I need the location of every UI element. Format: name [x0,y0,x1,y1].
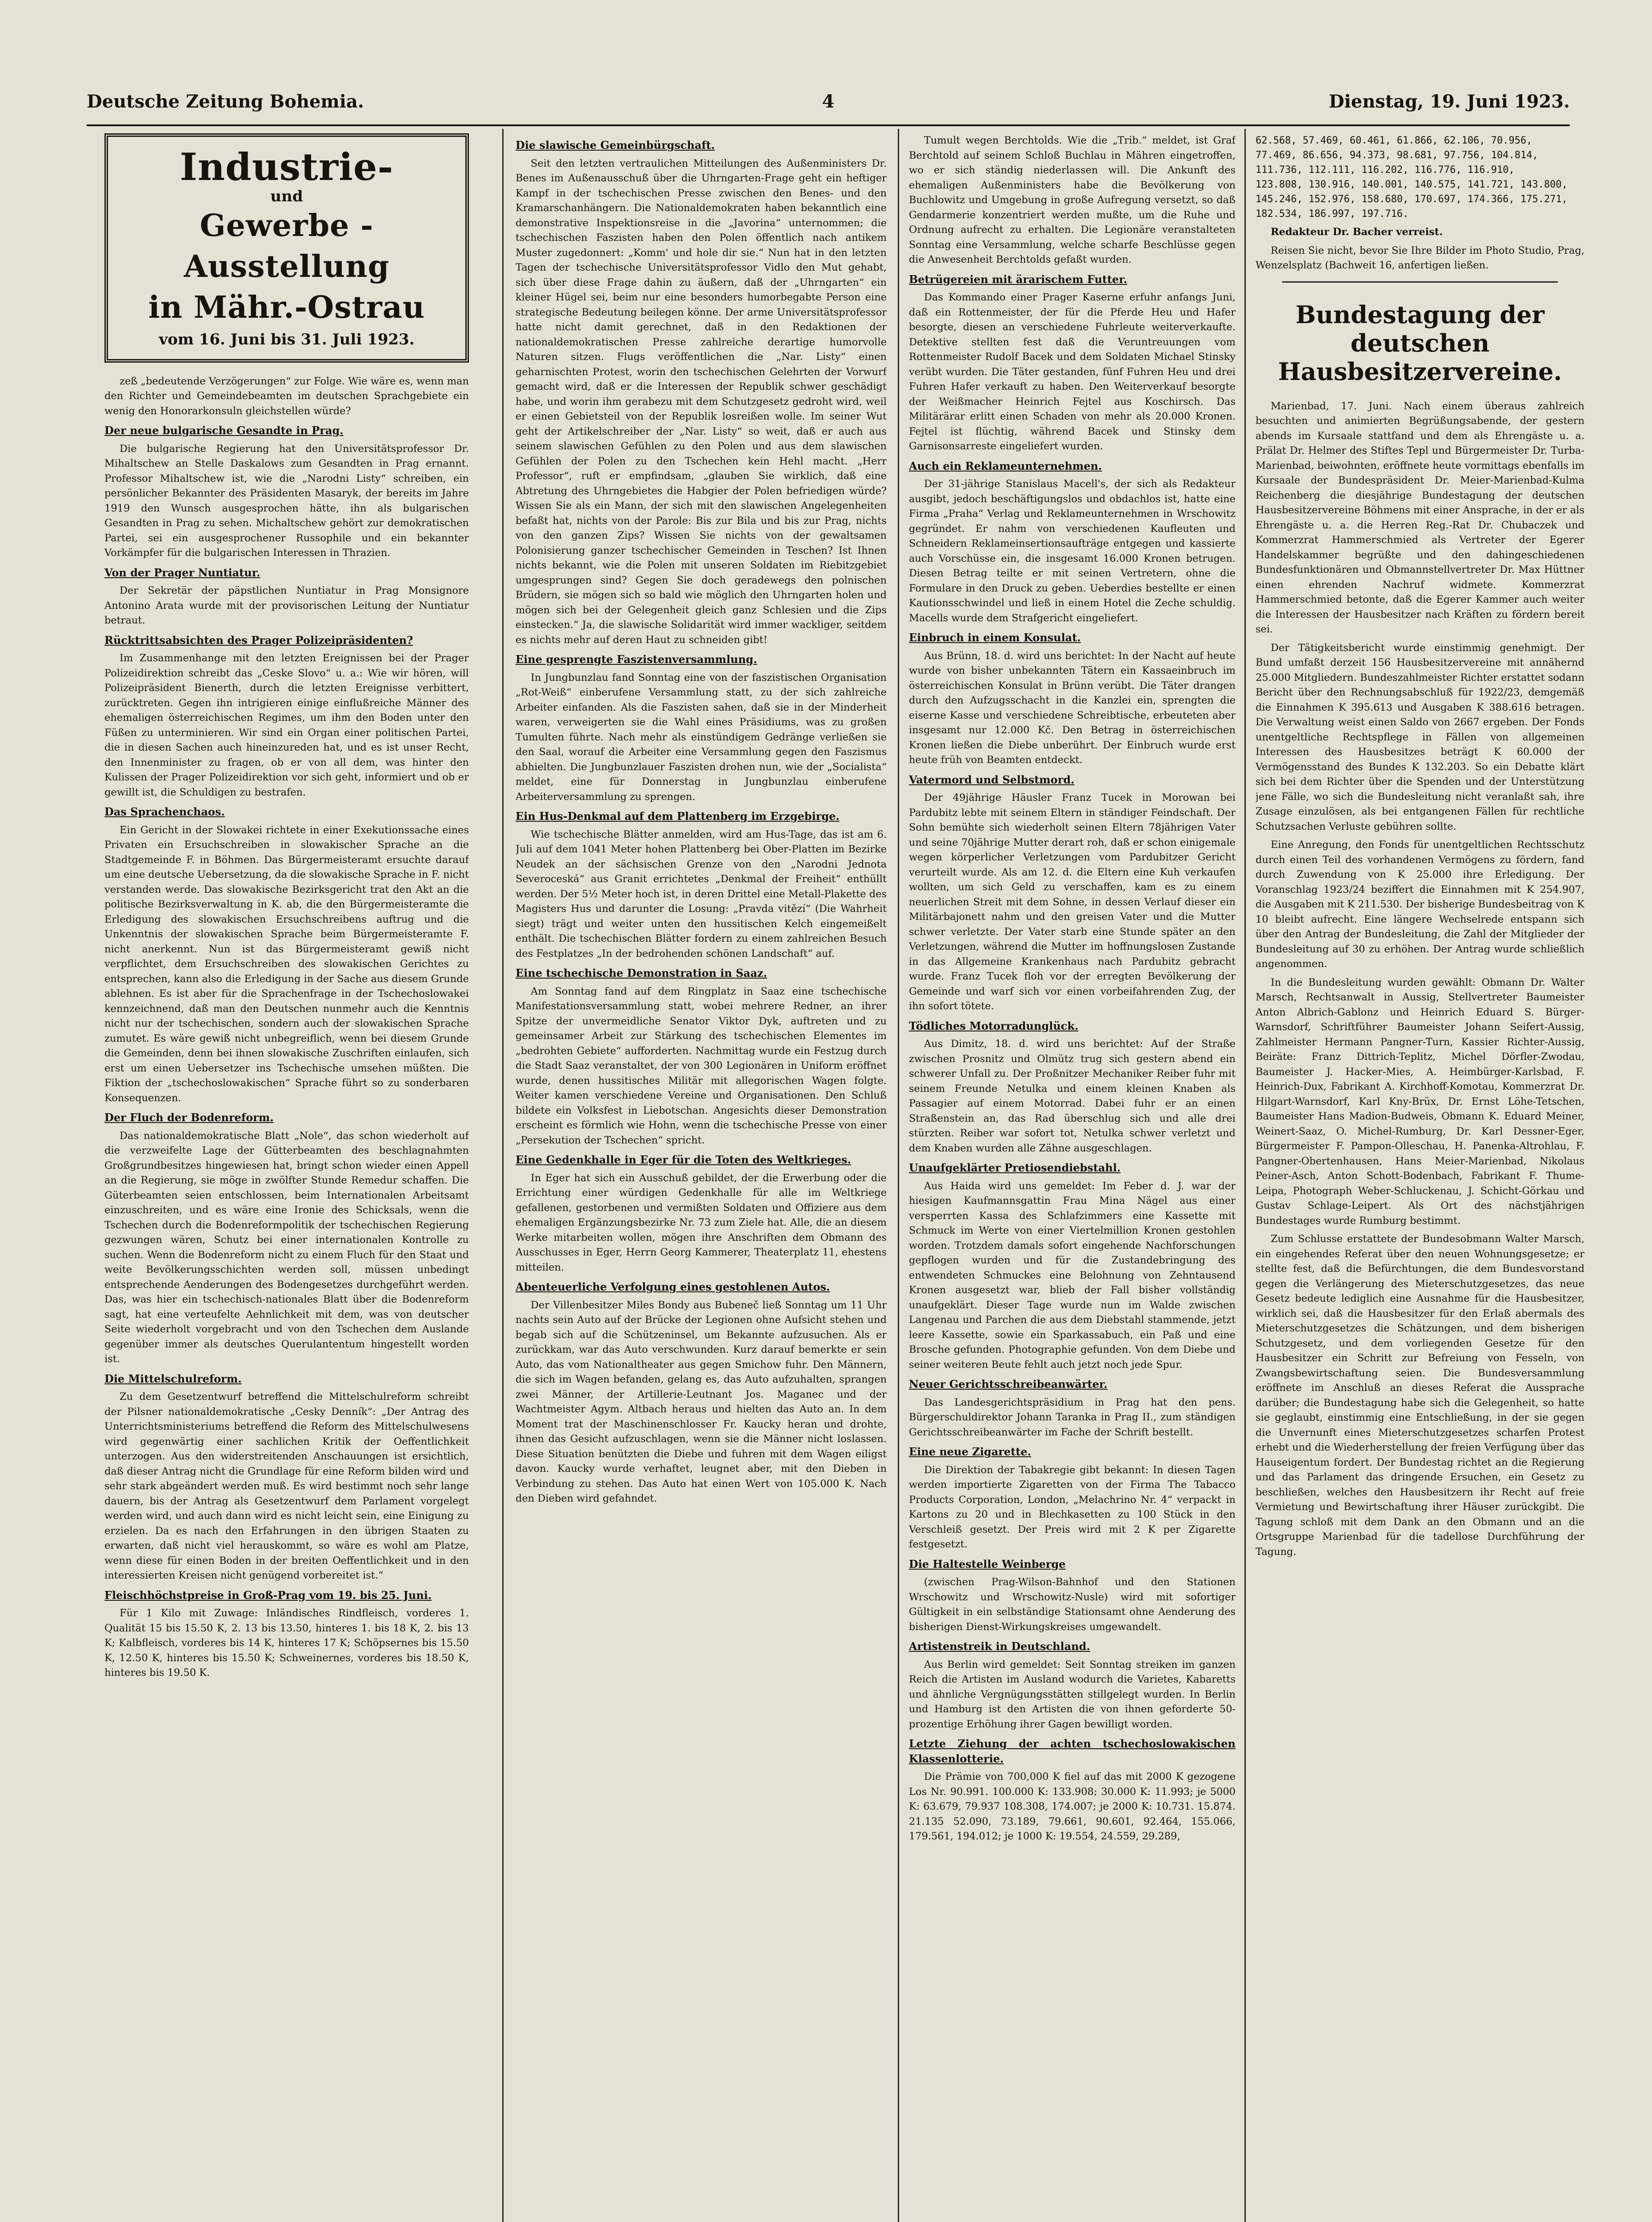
article-heading: Eine Gedenkhalle in Eger für die Toten des Weltkrieges. [516,1153,852,1166]
article-heading: Rücktrittsabsichten des Prager Polizeipräsidenten? [104,633,413,647]
article-heading: Eine gesprengte Faszistenversammlung. [516,653,757,666]
article-heading: Die Mittelschulreform. [104,1372,242,1385]
lottery-numbers: 62.568, 57.469, 60.461, 61.866, 62.106, 70.956, 77.469, 86.656, 94.373, 98.681, 97.756, 104.814, 111.736, 112.111, 116.202, 116.776, 116.910, 123.808, 130.916, 140.001, 140.575, 141.721, 143.800, 145.246, 152.976, 158.680, 170.697, 174.366, 175.271, 182.534, 186.997, 197.716. [1256,135,1568,220]
article-heading: Das Sprachenchaos. [104,805,225,818]
article-title [1256,300,1584,386]
article-text: Der Villenbesitzer Miles Bondy aus Bubeneč ließ Sonntag um 11 Uhr nachts sein Auto auf der Brücke der Legionen ohne Aufsicht stehen und begab sich auf die Schützeninsel, um Bekannte aufzusuchen. Als er zurückkam, war das Auto verschwunden. Kurz darauf bemerkte er sein Auto, das vom Nationaltheater aus gegen Smichow fuhr. Den Männern, die sich im Wagen befanden, gelang es, das Auto aufzuhalten, sprangen zwei Männer, der Artillerie-Leutnant Jos. Maganec und der Wachtmeister Agym. Altbach heraus und hielten das Auto an. In dem Moment trat der Maschinenschlosser Fr. Kaucky heran und drohte, ihnen das Gesicht aufzuschlagen, wenn sie die Männer nicht loslassen. Diese Situation benützten die Diebe und fuhren mit dem Wagen eiligst davon. Kaucky wurde verhaftet, leugnet aber, mit den Dieben in Verbindung zu stehen. Das Auto hat einen Wert von 105.000 K. Nach den Dieben wird gefahndet. [516,1299,887,1504]
article-heading: Die slawische Gemeinbürgschaft. [516,139,715,152]
article-heading: Betrügereien mit ärarischem Futter. [909,272,1128,286]
column-4 [1256,133,1584,2222]
article-text: Das Landesgerichtspräsidium in Prag hat den pens. Bürgerschuldirektor Johann Taranka in Prag II., zum ständigen Gerichtsschreibeanwärter im Fache der Schrift bestellt. [909,1396,1236,1438]
article-text: Eine Anregung, den Fonds für unentgeltlichen Rechtsschutz durch einen Teil des vorhandenen Vermögens zu fördern, fand durch Zuwendung von K 25.000 ihre Erledigung. Der Voranschlag 1923/24 beziffert die Einnahmen mit K 254.907, die Ausgaben mit K 211.530. Der bisherige Bundesbeitrag von K 10 bleibt aufrecht. Eine längere Wechselrede entspann sich über den Antrag der Bundesleitung, die Zahl der Mitglieder der Bundesleitung auf 30 zu erhöhen. Der Antrag wurde schließlich angenommen. [1256,839,1584,970]
article-heading: Der neue bulgarische Gesandte in Prag. [104,424,344,437]
article-heading: Auch ein Reklameunternehmen. [909,459,1102,472]
article-text: Im Zusammenhange mit den letzten Ereignissen bei der Prager Polizeidirektion schreibt das „Ceske Slovo“ u. a.: Wie wir hören, will Polizeipräsident Bienerth, durch die letzten Ereignisse verbittert, zurücktreten. Gegen ihn intrigieren einige einflußreiche Männer des ehemaligen österreichischen Regimes, um ihm den Boden unter den Füßen zu unterminieren. Wir sind ein Organ einer politischen Partei, die in diesen Sachen auch hineinzureden hat, und es ist unser Recht, den Innenminister zu fragen, ob er von all dem, was hinter den Kulissen der Prager Polizeidirektion vor sich geht, informiert und ob er gewillt ist, die Schuldigen zu bestrafen. [104,652,469,798]
article-heading: Von der Prager Nuntiatur. [104,566,260,579]
masthead-date: Dienstag, 19. Juni 1923. [1328,91,1570,112]
column-2 [516,133,887,2222]
column-rule-1 [502,129,504,2222]
article-text: Aus Brünn, 18. d. wird uns berichtet: In der Nacht auf heute wurde von bisher unbekannten Tätern ein Kassaeinbruch im österreichischen Konsulat in Brünn verübt. Die Täter drangen durch den Aufzugsschacht in die Kanzlei ein, sprengten die eiserne Kasse und verschiedene Schreibtische, erbeuteten aber insgesamt nur 12.000 Kč. Den Betrag in österreichischen Kronen ließen die Diebe unberührt. Der Einbruch wurde erst heute früh von Beamten entdeckt. [909,650,1236,766]
article-text: In Jungbunzlau fand Sonntag eine von der faszistischen Organisation „Rot-Weiß“ einberufene Versammlung statt, zu der sich zahlreiche Arbeiter einfanden. Als die Faszisten sahen, daß sie in der Minderheit waren, verweigerten sie die Wahl eines Präsidiums, was zu großen Tumulten führte. Nach mehr als einstündigem Gedränge verließen sie den Saal, worauf die Arbeiter eine Versammlung gegen den Faszismus abhielten. Die Jungbunzlauer Faszisten drohen nun, wie der „Socialista“ meldet, eine für Donnerstag in Jungbunzlau einberufene Arbeiterversammlung zu sprengen. [516,671,887,803]
exhibition-advertisement [104,133,469,363]
section-rule [1282,281,1558,283]
article-text: Das Kommando einer Prager Kaserne erfuhr anfangs Juni, daß ein Rottenmeister, der für die Pferde Heu und Hafer besorgte, diesen an verschiedene Fuhrleute weiterverkaufte. Detektive stellten fest daß die Veruntreuungen vom Rottenmeister Rudolf Bacek und dem Soldaten Michael Stinsky verübt wurden. Die Täter gestanden, fünf Fuhren Heu und drei Fuhren Hafer verkauft zu haben. Den Weiterverkauf besorgte der Weißmacher Heinrich Fejtel aus Koschirsch. Das Militärärar erlitt einen Schaden von mehr als 20.000 Kronen. Fejtel ist flüchtig, während Bacek und Stinsky dem Garnisonsarreste eingeliefert wurden. [909,292,1236,452]
article-heading: Einbruch in einem Konsulat. [909,631,1081,644]
article-text: zeß „bedeutende Verzögerungen“ zur Folge. Wie wäre es, wenn man den Richter und Gemeindebeamten im deutschen Sprachgebiete ein wenig den Honorarkonsuln gleichstellen würde? [104,375,469,417]
article-text: Aus Dimitz, 18. d. wird uns berichtet: Auf der Straße zwischen Prosnitz und Olmütz trug sich gestern abend ein schwerer Unfall zu. Der Proßnitzer Mechaniker Reiber fuhr mit seinem Freunde Netulka und einem kleinen Knaben als Passagier auf einem Motorrad. Dabei fuhr er an einen Straßenstein an, das Rad überschlug sich und alle drei stürzten. Reiber war sofort tot, Netulka schwer verletzt und dem Knaben wurden alle Zähne ausgeschlagen. [909,1038,1236,1154]
ad-title-line-2: und [270,188,303,205]
ad-dates: vom 16. Juni bis 31. Juli 1923. [159,331,415,348]
ad-title-line-4: in Mähr.-Ostrau [148,290,425,325]
article-text: Die bulgarische Regierung hat den Universitätsprofessor Dr. Mihaltschew an Stelle Daskalows zum Gesandten in Prag ernannt. Professor Mihaltschew ist, wie die „Narodni Listy“ schreiben, ein persönlicher Bekannter des Präsidenten Masaryk, der bereits im Jahre 1919 den Wunsch ausgesprochen hätte, ihn als bulgarischen Gesandten in Prag zu sehen. Michaltschew gehört zur demokratischen Partei, sei ein ausgesprochener Russophile und ein bekannter Vorkämpfer für die bulgarischen Interessen in Thrazien. [104,443,469,559]
masthead-rule [87,124,1570,126]
article-text: Das nationaldemokratische Blatt „Nole“, das schon wiederholt auf die verzweifelte Lage der Gütterbeamten des beschlagnahmten Großgrundbesitzes hingewiesen hat, bringt schon wieder einen Appell an die Regierung, sie möge in zwölfter Stunde Remedur schaffen. Die Güterbeamten seien entschlossen, beim Internationalen Arbeitsamt einzuschreiten, und es wäre eine Ironie des Schicksals, wenn die Tschechen durch die Bodenreformpolitik der tschechischen Regierung gezwungen wären, Schutz bei einer internationalen Kontrolle zu suchen. Wenn die Bodenreform nicht zu einem Fluch für den Staat und weite Bevölkerungsschichten werden soll, müssen unbedingt entsprechende Aenderungen des Bodengesetzes durchgeführt werden. Das, was hier ein tschechisch-nationales Blatt über die Bodenreform sagt, hat eine verteufelte Aehnlichkeit mit dem, was von deutscher Seite wiederholt vorgebracht und von den Tschechen dem Auslande gegenüber immer als deutsches Querulantentum hingestellt worden ist. [104,1130,469,1365]
article-text: Tumult wegen Berchtolds. Wie die „Trib.“ meldet, ist Graf Berchtold auf seinem Schloß Buchlau in Mähren eingetroffen, wo er sich ständig niederlassen will. Die Ankunft des ehemaligen Außenministers habe die Bevölkerung von Buchlowitz und Umgebung in große Aufregung versetzt, so daß Gendarmerie konzentriert werden mußte, um die Ruhe und Ordnung aufrecht zu erhalten. Die Legionäre veranstalteten Sonntag eine Versammlung, welche scharfe Beschlüsse gegen die Anwesenheit Berchtolds gefaßt wurden. [909,135,1236,265]
article-heading: Neuer Gerichtsschreibeanwärter. [909,1378,1108,1391]
column-rule-3 [1244,129,1246,2222]
article-heading: Letzte Ziehung der achten tschechoslowakischen Klassenlotterie. [909,1737,1236,1765]
article-text: In Eger hat sich ein Ausschuß gebildet, der die Erwerbung oder die Errichtung einer würdigen Gedenkhalle für alle im Weltkriege gefallenen, gestorbenen und vermißten Soldaten und Offiziere aus dem ehemaligen Ergänzungsbezirke Nr. 73 zum Ziele hat. Alle, die an diesem Werke mitarbeiten wollen, mögen ihre Anschriften dem Obmann des Ausschusses in Eger, Herrn Georg Kammerer, Theaterplatz 11, ehestens mitteilen. [516,1172,887,1273]
article-heading: Tödliches Motorradunglück. [909,1019,1079,1032]
article-heading: Eine neue Zigarette. [909,1445,1031,1458]
column-3 [909,133,1236,2222]
masthead [87,91,1570,122]
article-text: Am Sonntag fand auf dem Ringplatz in Saaz eine tschechische Manifestationsversammlung statt, wobei mehrere Redner, an ihrer Spitze der unvermeidliche Senator Viktor Dyk, auftreten und zu gemeinsamer Arbeit zur Stärkung des tschechischen Elementes im „bedrohten Gebiete“ aufforderten. Nachmittag wurde ein Festzug durch die Stadt Saaz veranstaltet, der von 300 Legionären in Uniform eröffnet wurde, denen hussitisches Militär mit allegorischen Wagen folgte. Weiter kamen verschiedene Vereine und Organisationen. Den Schluß bildete ein Volksfest in Liebotschan. Angesichts dieser Demonstration erscheint es förmlich wie Hohn, wenn die tschechische Presse von einer „Persekution der Tschechen“ spricht. [516,985,887,1146]
article-heading: Die Haltestelle Weinberge [909,1557,1066,1571]
ad-title-line-1: Industrie- [180,145,394,189]
article-text: Der Sekretär der päpstlichen Nuntiatur in Prag Monsignore Antonino Arata wurde mit der provisorischen Leitung der Nuntiatur betraut. [104,585,469,626]
article-title-line-1: Bundestagung der deutschen [1295,300,1544,357]
masthead-page-number: 4 [822,91,835,112]
article-text: Der 49jährige Häusler Franz Tucek in Morowan bei Pardubitz lebte mit seinem Eltern in ständiger Feindschaft. Der Sohn bemühte sich wiederholt seinen Eltern 78jährigen Vater und seine 70jährige Mutter derart roh, daß er schon einigemale wegen körperlicher Verletzungen vom Pardubitzer Gericht verurteilt wurde. Als am 12. d. die Eltern eine Kuh verkaufen wollten, um sich Geld zu verschaffen, kam es zu einem neuerlichen Streit mit dem Sohne, in dessen Verlauf dieser ein Militärbajonett nahm und den greisen Vater und die Mutter schwer verletzte. Der Vater starb eine Stunde später an den Verletzungen, während die Mutter im hoffnungslosen Zustande in das Allgemeine Krankenhaus nach Pardubitz gebracht wurde. Franz Tucek floh vor der erregten Bevölkerung der Gemeinde und warf sich vor einen vorbeifahrenden Zug, der ihn sofort tötete. [909,792,1236,1012]
article-heading: Eine tschechische Demonstration in Saaz. [516,967,767,979]
article-text: Aus Haida wird uns gemeldet: Im Feber d. J. war der hiesigen Kaufmannsgattin Frau Mina Nägel aus einer versperrten Kassa des Schlafzimmers eine Kassette mit Schmuck im Werte von einer Viertelmillion Kronen gestohlen worden. Trotzdem damals sofort eingehende Nachforschungen gepflogen wurden und für die Zustandebringung des entwendeten Schmuckes eine Belohnung von Zehntausend Kronen ausgesetzt war, blieb der Fall bisher vollständig unaufgeklärt. Dieser Tage wurde nun im Walde zwischen Langenau und Parchen die aus dem Diebstahl stammende, jetzt leere Kassette, sowie ein Sparkassabuch, ein Paß und eine Brosche gefunden. Photographie gefunden. Von dem Diebe und seiner weiteren Beute fehlt auch jetzt noch jede Spur. [909,1180,1236,1371]
article-text: Seit den letzten vertraulichen Mitteilungen des Außenministers Dr. Benes im Außenausschuß über die Uhrngarten-Frage geht ein heftiger Kampf in der tschechischen Presse zwischen den Benes- und den Kramarschanhängern. Die Nationaldemokraten haben bekanntlich eine demonstrative Inspektionsreise in die „Javorina“ unternommen; die tschechischen Faszisten haben den Polen öffentlich nach antikem Muster zugedonnert: „Komm' und hole dir sie.“ Nun hat in den letzten Tagen der tschechische Universitätsprofessor Vidlo den Mut gehabt, sich über diese Frage dahin zu äußern, daß der „Uhrngarten“ ein kleiner Hügel sei, beim nur eine besonders humorbegabte Person eine strategische Bedeutung beilegen könne. Der arme Universitätsprofessor hatte nicht damit gerechnet, daß in den Redaktionen der nationaldemokratischen Presse zahlreiche derartige humorvolle Naturen sitzen. Flugs veröffentlichen die „Nar. Listy“ einen geharnischten Protest, worin den tschechischen Gelehrten der Vorwurf gemacht wird, daß er die Interessen der Republik schwer geschädigt habe, und worin ihm gerabezu mit dem Schutzgesetz gedroht wird, weil er einen Gebietsteil von der Republik losreißen wolle. Im seiner Wut geht der Artikelschreiber der „Nar. Listy“ so weit, daß er auch aus seinem slawischen Gefühlen zu den Polen und aus dem slawischen Gefühlen der Polen zu den Tschechen kein Hehl macht. „Herr Professor“, ruft er empfindsam, „glauben Sie wirklich, daß eine Abtretung des Uhrngebietes die Habgier der Polen befriedigen würde? Wissen Sie als ein Mann, der sich mit den slawischen Angelegenheiten befaßt hat, nichts von der Parole: Bis zur Bila und bis zur Prag, nichts von den ganzen Zips? Wissen Sie nichts von der gewaltsamen Polonisierung ganzer tschechischer Gemeinden in Teschen? Ist Ihnen nichts bekannt, wie die Polen mit unseren Soldaten im Riebitzgebiet umgesprungen sind? Gegen Sie doch geradewegs den polnischen Brüdern, sie mögen sich so bald wie möglich den Uhrngarten holen und mögen sich bei der Gelegenheit gleich ganz Schlesien und die Zips einstecken.“ Ja, die slawische Solidarität wird immer wackliger, seitdem es nichts mehr auf deren Haut zu schneiden gibt! [516,157,887,646]
masthead-newspaper-name: Deutsche Zeitung Bohemia. [87,91,364,112]
article-text: Der 31-jährige Stanislaus Macell's, der sich als Redakteur ausgibt, jedoch beschäftigungslos und obdachlos ist, hatte eine Firma „Praha“ Verlag und Reklameunternehmen in Wrschowitz gegründet. Er nahm von verschiedenen Kaufleuten und Schneidern Reklameinsertionsaufträge entgegen und kassierte auch Vorschüsse ein, die insgesamt 16.000 Kronen betrugen. Diesen Betrag teilte er mit seinen Vertretern, ohne die Formulare in den Druck zu geben. Ueberdies bestellte er einen Kautionsschwindel und ließ in einem Hotel die Zeche schuldig. Macells wurde dem Strafgericht eingeliefert. [909,478,1236,624]
article-text: Aus Berlin wird gemeldet: Seit Sonntag streiken im ganzen Reich die Artisten im Ausland wodurch die Varietes, Kabaretts und ähnliche Vergnügungsstätten stillgelegt wurden. In Berlin und Hamburg ist den Artisten die von ihnen geforderte 50-prozentige Erhöhung ihrer Gagen bewilligt worden. [909,1659,1236,1730]
article-text: Marienbad, 17. Juni. Nach einem überaus zahlreich besuchten und animierten Begrüßungsabende, der gestern abends im Kursaale stattfand und dem als Ehrengäste u. a. Prälat Dr. Helmer des Stiftes Tepl und Bürgermeister Dr. Turba-Marienbad, beiwohnten, eröffnete heute vormittags ebenfalls im Kursaale der Bundespräsident Dr. Meier-Marienbad-Kulma Reichenberg die diesjährige Bundestagung der deutschen Hausbesitzervereine Böhmens mit einer Ansprache, in der er als Ehrengäste u. a. die Herren Reg.-Rat Dr. Chubaczek und Kommerzrat Hammerschmied als Vertreter der Egerer Handelskammer begrüßte und den dahingeschiedenen Bundesfunktionären und Obmannstellvertreter Dr. Max Hüttner einen ehrenden Nachruf widmete. Kommerzrat Hammerschmied betonte, daß die Egerer Kammer auch weiter die Interessen der Hausbesitzer nach Kräften zu fördern bereit sei. [1256,400,1584,635]
article-text: Reisen Sie nicht, bevor Sie Ihre Bilder im Photo Studio, Prag, Wenzelsplatz (Bachweit 16, anfertigen ließen. [1256,244,1584,271]
column-rule-2 [898,129,899,2222]
article-text: Der Tätigkeitsbericht wurde einstimmig genehmigt. Der Bund umfaßt derzeit 156 Hausbesitzervereine mit annähernd 25.000 Mitgliedern. Bundeszahlmeister Richter erstattet sodann Bericht über den Rechnungsabschluß für 1922/23, demgemäß die Einnahmen K 395.613 und Ausgaben K 388.616 betragen. Die Verwaltung weist einen Saldo von 2667 ergeben. Der Fonds unentgeltliche Rechtspflege in Fällen von allgemeinen Interessen des Hausbesitzes beträgt K 60.000 der Vermögensstand des Bundes K 132.203. So ein Debatte klärt sich bei dem Richter über die Spenden und der Unterstützung jene Fälle, wo sich die Bundesleitung nicht veranlaßt sah, ihre Zusage einzulösen, als bei entgangenen Fällen für rechtliche Schutzsachen Verluste gebühren sollte. [1256,642,1584,832]
article-heading: Artistenstreik in Deutschland. [909,1640,1090,1653]
article-text: In die Bundesleitung wurden gewählt: Obmann Dr. Walter Marsch, Rechtsanwalt in Aussig, Stellvertreter Baumeister Anton Albrich-Gablonz und Heinrich Eduard S. Bürger-Warnsdorf, Schriftführer Baumeister Johann Seifert-Aussig, Zahlmeister Hermann Pangner-Turn, Kassier Richter-Aussig, Beiräte: Franz Dittrich-Teplitz, Michel Dörfler-Zwodau, Baumeister J. Hacker-Mies, A. Heimbürger-Karlsbad, F. Heinrich-Dux, Fabrikant A. Kirchhoff-Komotau, Kommerzrat Dr. Hilgart-Warnsdorf, Karl Kny-Brüx, Dr. Ernst Löhe-Tetschen, Baumeister Hans Madion-Budweis, Obmann K. Eduard Meiner, Weinert-Saaz, O. Michel-Rumburg, Dr. Karl Dessner-Eger, Bürgermeister F. Pampon-Olleschau, H. Panenka-Altrohlau, F. Pangner-Obertenhausen, Hans Meier-Marienbad, Nikolaus Peiner-Asch, Anton Schott-Bodenbach, Fabrikant F. Thume-Leipa, Photograph Weber-Schluckenau, J. Schicht-Görkau und Gustav Schlage-Leipert. Als Ort des nächstjährigen Bundestages wurde Rumburg bestimmt. [1256,976,1584,1227]
article-heading: Ein Hus-Denkmal auf dem Plattenberg im Erzgebirge. [516,810,840,823]
article-text: Zu dem Gesetzentwurf betreffend die Mittelschulreform schreibt der Pilsner nationaldemokratische „Cesky Denník“: „Der Antrag des Unterrichtsministeriums betreffend die Reform des Mittelschulwesens wird gegenwärtig einer sachlichen Kritik der Oeffentlichkeit unterzogen. Aus den widerstreitenden Anschauungen ist ersichtlich, daß dieser Antrag nicht die Grundlage für eine Reform bilden wird und sehr stark abgeändert werden muß. Es wird bestimmt noch sehr lange dauern, bis der Antrag als Gesetzentwurf dem Parlament vorgelegt werden wird, und auch dann wird es nicht leicht sein, eine Einigung zu erzielen. Da es nach den Erfahrungen in den übrigen Staaten zu erwarten, daß nicht viel herauskommt, so wäre es wohl am Platze, wenn diese für einen Boden in der breiten Oeffentlichkeit und in den interessierten Kreisen nicht genügend vorbereitet ist.“ [104,1391,469,1581]
article-text: Die Prämie von 700,000 K fiel auf das mit 2000 K gezogene Los Nr. 90.991. 100.000 K: 133.908; 30.000 K: 11.993; je 5000 K: 63.679, 79.937 108.308, 174.007; je 2000 K: 10.731. 15.874. 21.135 52.090, 73.189, 79.661, 90.601, 92.464, 155.066, 179.561, 194.012; je 1000 K: 19.554, 24.559, 29.289, [909,1771,1236,1842]
article-heading: Unaufgeklärter Pretiosendiebstahl. [909,1161,1121,1174]
article-text: Redakteur Dr. Bacher verreist. [1271,226,1443,238]
article-text: Ein Gericht in der Slowakei richtete in einer Exekutionssache eines Privaten ein Ersuchschreiben in slowakischer Sprache an die Stadtgemeinde F. in Böhmen. Das Bürgermeisteramt ersuchte darauf um eine deutsche Uebersetzung, da die slowakische Sprache in F. nicht verstanden werde. Das slowakische Bezirksgericht trat den Akt an die politische Bezirksverwaltung in K. ab, die den Bürgermeisteramte die Erledigung des slowakischen Ersuchschreibens auftrug und die Unkenntnis der slowakischen Sprache beim Bürgermeisteramte F. nicht anerkennt. Nun ist das Bürgermeisteramt gewiß nicht verpflichtet, dem Ersuchschreiben des slowakischen Gerichtes zu entsprechen, kann also die Erledigung in der Sache aus diesem Grunde ablehnen. Es ist aber für die Sprachenfrage in der Tschechoslowakei kennzeichnend, daß man den Deutschen nunmehr auch die Kenntnis nicht nur der tschechischen, sondern auch der slowakischen Sprache zumutet. Es wäre gewiß nicht unbegreiflich, wenn bei diesem Grunde die Gemeinden, denn bei ihnen slowakische Zuschriften einlaufen, sich erst um einen Uebersetzer ins Tschechische umsehen müßten. Die Fiktion der „tschechoslowakischen“ Sprache führt so zu sonderbaren Konsequenzen. [104,824,469,1104]
article-text: (zwischen Prag-Wilson-Bahnhof und den Stationen Wrschowitz und Wrschowitz-Nusle) wird mit sofortiger Gültigkeit in ein selbständige Stationsamt ohne Aenderung des bisherigen Dienst-Wirkungskreises umgewandelt. [909,1576,1236,1633]
article-text: Wie tschechische Blätter anmelden, wird am Hus-Tage, das ist am 6. Juli auf dem 1041 Meter hohen Plattenberg bei Ober-Platten im Bezirke Neudek an der sächsischen Grenze von den „Narodni Jednota Severoceská“ aus Granit errichtetes „Denkmal der Freiheit“ enthüllt werden. Der 5½ Meter hoch ist, in deren Drittel eine Metall-Plakette des Magisters Hus und darunter die Losung: „Pravda vitězí“ (Die Wahrheit siegt) trägt und weiter unten den hussitischen Kelch eingemeißelt enthält. Die tschechischen Blätter fordern zu einem zahlreichen Besuch des Festplatzes „In der bedrohenden schönen Landschaft“ auf. [516,828,887,959]
column-1 [104,133,469,2222]
article-heading: Vatermord und Selbstmord. [909,773,1075,786]
article-heading: Der Fluch der Bodenreform. [104,1111,274,1124]
article-text: Für 1 Kilo mit Zuwage: Inländisches Rindfleisch, vorderes 1. Qualität 15 bis 15.50 K, 2. 13 bis 13.50, hinteres 1. bis 18 K, 2. bis 13 K; Kalbfleisch, vorderes bis 14 K, hinteres 17 K; Schöpsernes bis 15.50 K, 12.50 K, hinteres bis 15.50 K; Schweinernes, vorderes bis 18.50 K, hinteres bis 19.50 K. [104,1607,469,1678]
article-title-line-2: Hausbesitzervereine. [1278,357,1562,386]
article-heading: Fleischhöchstpreise in Groß-Prag vom 19. bis 25. Juni. [104,1588,432,1602]
article-text: Zum Schlusse erstattete der Bundesobmann Walter Marsch, ein eingehendes Referat über den neuen Wohnungsgesetze; er stellte fest, daß die Befürchtungen, die dem Bundesvorstand gegen die Verlängerung des Mieterschutzgesetzes, das neue Gesetz bedeute lediglich eine Ausnahme für die Hausbesitzer, wirklich sei, daß die Hausbesitzer für den Erlaß abermals des Mieterschutzgesetzes die Schätzungen, und dem bisherigen Schutzgesetz, und dem vorliegenden Gesetze für den Hausbesitzer ein Schritt zur Befreiung von Fesseln, von Zwangsbewirtschaftung seien. Die Bundesversammlung eröffnete im Anschluß an dieses Referat die Aussprache darüber; die Bundestagung habe sich die Gelegenheit, so hatte sie geglaubt, einstimmig eine Entschließung, in der sie gegen die Unvernunft eines Mieterschutzgesetzes scharfen Protest erhebt und die Wiederherstellung der freien Verfügung über das Hauseigentum fordert. Der Bundestag richtet an die Regierung und das Parlament das dringende Ersuchen, ein Gesetz zu beschließen, welches den Hausbesitzern ihr Recht auf freie Vermietung und Bewirtschaftung ihrer Häuser zurückgibt. Die Tagung schloß mit dem Dank an den Obmann und an die Ortsgruppe Marienbad für die tadellose Durchführung der Tagung. [1256,1233,1584,1558]
ad-title-line-3: Gewerbe - Ausstellung [184,208,390,284]
article-heading: Abenteuerliche Verfolgung eines gestohlenen Autos. [516,1280,830,1293]
article-text: Die Direktion der Tabakregie gibt bekannt: In diesen Tagen werden importierte Zigaretten von der Firma The Tabacco Products Corporation, London, „Melachrino Nr. 4“ verpackt in Kartons zu 20 und in Blechkasetten zu 100 Stück in den Verschleiß gesetzt. Der Preis wird mit 2 K per Zigarette festgesetzt. [909,1464,1236,1550]
